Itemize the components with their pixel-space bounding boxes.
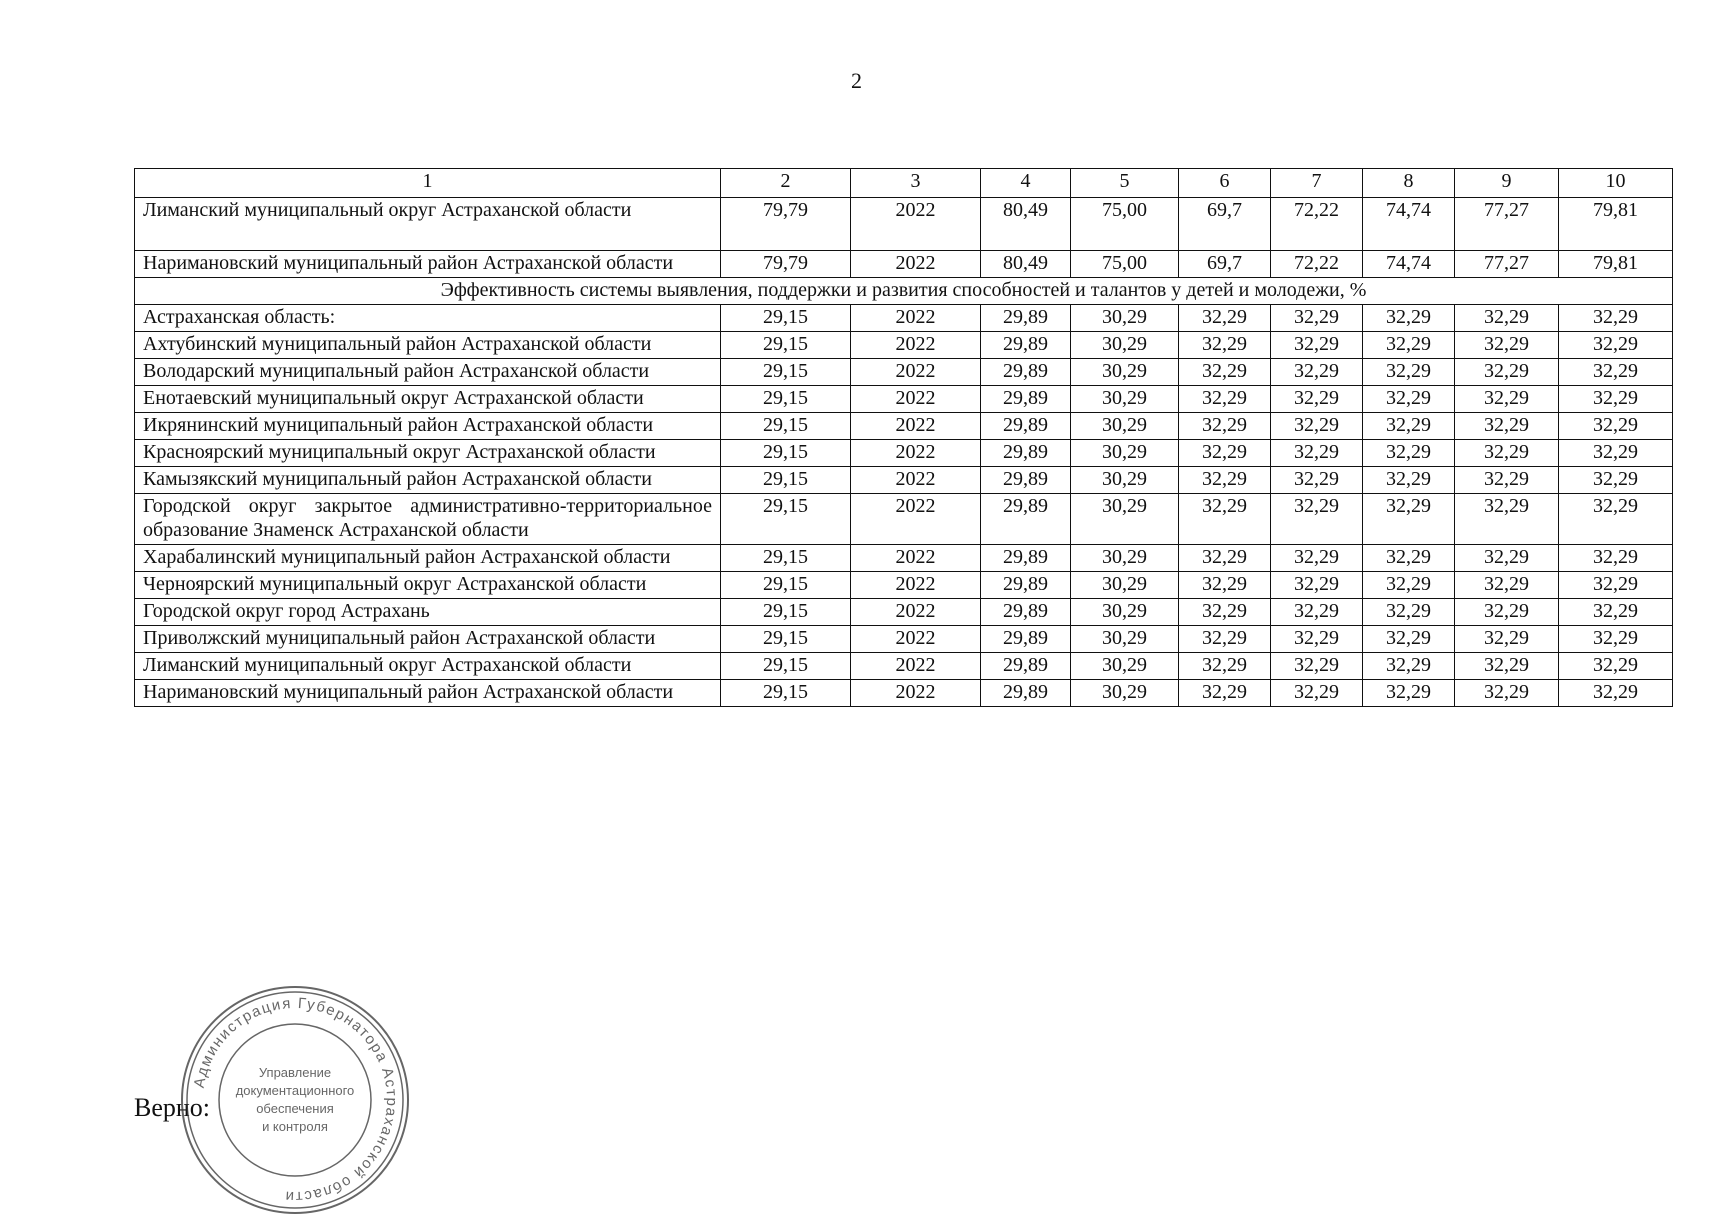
table-row: [135, 305, 1673, 332]
territory-name-cell: Харабалинский муниципальный район Астраханской области: [135, 545, 721, 572]
value-cell-col-8: 32,29: [1363, 305, 1455, 332]
svg-text:Администрация Губернатора Астр: Администрация Губернатора Астраханской области: [190, 994, 401, 1206]
value-cell-col-7: 32,29: [1271, 680, 1363, 707]
column-number-6: 6: [1179, 169, 1271, 198]
territory-name-cell: Лиманский муниципальный округ Астраханской области: [135, 653, 721, 680]
value-cell-col-4: 29,89: [981, 680, 1071, 707]
official-seal: [178, 983, 412, 1217]
value-cell-col-7: 32,29: [1271, 626, 1363, 653]
certification-label: Верно:: [134, 1093, 211, 1122]
value-cell-col-7: 32,29: [1271, 359, 1363, 386]
value-cell-col-9: 32,29: [1455, 545, 1559, 572]
value-cell-col-6: 32,29: [1179, 305, 1271, 332]
table-row: [135, 653, 1673, 680]
value-cell-col-8: 32,29: [1363, 440, 1455, 467]
value-cell-col-10: 32,29: [1559, 386, 1673, 413]
value-cell-col-8: 32,29: [1363, 494, 1455, 545]
value-cell-col-4: 29,89: [981, 572, 1071, 599]
value-cell-col-3: 2022: [851, 440, 981, 467]
value-cell-col-7: 32,29: [1271, 386, 1363, 413]
value-cell-col-2: 29,15: [721, 332, 851, 359]
territory-name-cell: Астраханская область:: [135, 305, 721, 332]
value-cell-col-10: 32,29: [1559, 680, 1673, 707]
value-cell-col-6: 32,29: [1179, 494, 1271, 545]
value-cell-col-2: 29,15: [721, 305, 851, 332]
value-cell-col-8: 74,74: [1363, 198, 1455, 251]
value-cell-col-10: 32,29: [1559, 545, 1673, 572]
column-number-9: 9: [1455, 169, 1559, 198]
value-cell-col-5: 30,29: [1071, 680, 1179, 707]
value-cell-col-6: 32,29: [1179, 545, 1271, 572]
value-cell-col-7: 72,22: [1271, 251, 1363, 278]
value-cell-col-6: 32,29: [1179, 626, 1271, 653]
value-cell-col-3: 2022: [851, 332, 981, 359]
value-cell-col-6: 32,29: [1179, 386, 1271, 413]
value-cell-col-7: 32,29: [1271, 467, 1363, 494]
value-cell-col-8: 32,29: [1363, 626, 1455, 653]
value-cell-col-6: 32,29: [1179, 359, 1271, 386]
value-cell-col-6: 32,29: [1179, 653, 1271, 680]
table-row: [135, 198, 1673, 251]
territory-name-cell: Городской округ закрытое административно-территориальное образование Знаменск Астраханской области: [135, 494, 721, 545]
value-cell-col-2: 29,15: [721, 653, 851, 680]
value-cell-col-6: 32,29: [1179, 572, 1271, 599]
table-row: [135, 413, 1673, 440]
value-cell-col-10: 32,29: [1559, 599, 1673, 626]
value-cell-col-4: 29,89: [981, 467, 1071, 494]
value-cell-col-9: 32,29: [1455, 653, 1559, 680]
value-cell-col-7: 32,29: [1271, 332, 1363, 359]
value-cell-col-9: 32,29: [1455, 467, 1559, 494]
value-cell-col-5: 30,29: [1071, 494, 1179, 545]
value-cell-col-3: 2022: [851, 653, 981, 680]
table-row: [135, 680, 1673, 707]
column-number-2: 2: [721, 169, 851, 198]
value-cell-col-8: 32,29: [1363, 545, 1455, 572]
value-cell-col-2: 29,15: [721, 545, 851, 572]
value-cell-col-5: 30,29: [1071, 386, 1179, 413]
value-cell-col-10: 32,29: [1559, 626, 1673, 653]
territory-name-cell: Володарский муниципальный район Астраханской области: [135, 359, 721, 386]
value-cell-col-10: 79,81: [1559, 251, 1673, 278]
value-cell-col-8: 32,29: [1363, 599, 1455, 626]
table-row: [135, 359, 1673, 386]
value-cell-col-2: 29,15: [721, 386, 851, 413]
value-cell-col-3: 2022: [851, 572, 981, 599]
value-cell-col-8: 32,29: [1363, 386, 1455, 413]
value-cell-col-4: 29,89: [981, 626, 1071, 653]
value-cell-col-5: 30,29: [1071, 413, 1179, 440]
territory-name-cell: Приволжский муниципальный район Астраханской области: [135, 626, 721, 653]
territory-name-cell: Енотаевский муниципальный округ Астраханской области: [135, 386, 721, 413]
value-cell-col-6: 32,29: [1179, 680, 1271, 707]
value-cell-col-8: 32,29: [1363, 680, 1455, 707]
value-cell-col-5: 75,00: [1071, 251, 1179, 278]
value-cell-col-3: 2022: [851, 305, 981, 332]
section-header-row: [135, 278, 1673, 305]
value-cell-col-9: 32,29: [1455, 599, 1559, 626]
value-cell-col-2: 29,15: [721, 680, 851, 707]
value-cell-col-5: 30,29: [1071, 599, 1179, 626]
value-cell-col-2: 29,15: [721, 572, 851, 599]
value-cell-col-7: 32,29: [1271, 653, 1363, 680]
value-cell-col-5: 30,29: [1071, 653, 1179, 680]
value-cell-col-9: 32,29: [1455, 359, 1559, 386]
value-cell-col-3: 2022: [851, 386, 981, 413]
value-cell-col-9: 32,29: [1455, 626, 1559, 653]
table-row: [135, 545, 1673, 572]
value-cell-col-7: 32,29: [1271, 572, 1363, 599]
value-cell-col-3: 2022: [851, 413, 981, 440]
section-title: Эффективность системы выявления, поддержки и развития способностей и талантов у детей и молодежи, %: [135, 278, 1673, 305]
value-cell-col-4: 80,49: [981, 251, 1071, 278]
territory-name-cell: Черноярский муниципальный округ Астраханской области: [135, 572, 721, 599]
table-row: [135, 332, 1673, 359]
value-cell-col-5: 30,29: [1071, 467, 1179, 494]
territory-name-cell: Красноярский муниципальный округ Астраханской области: [135, 440, 721, 467]
value-cell-col-8: 32,29: [1363, 467, 1455, 494]
value-cell-col-10: 32,29: [1559, 494, 1673, 545]
value-cell-col-10: 79,81: [1559, 198, 1673, 251]
value-cell-col-4: 29,89: [981, 332, 1071, 359]
value-cell-col-3: 2022: [851, 494, 981, 545]
territory-name-cell: Наримановский муниципальный район Астраханской области: [135, 680, 721, 707]
value-cell-col-8: 32,29: [1363, 332, 1455, 359]
value-cell-col-10: 32,29: [1559, 653, 1673, 680]
value-cell-col-6: 32,29: [1179, 332, 1271, 359]
stamp-line: обеспечения: [256, 1101, 334, 1116]
column-number-3: 3: [851, 169, 981, 198]
table-row: [135, 440, 1673, 467]
value-cell-col-4: 29,89: [981, 359, 1071, 386]
value-cell-col-2: 29,15: [721, 413, 851, 440]
table-row: [135, 467, 1673, 494]
value-cell-col-9: 77,27: [1455, 251, 1559, 278]
table-row: [135, 599, 1673, 626]
value-cell-col-10: 32,29: [1559, 413, 1673, 440]
value-cell-col-10: 32,29: [1559, 305, 1673, 332]
value-cell-col-8: 74,74: [1363, 251, 1455, 278]
value-cell-col-3: 2022: [851, 599, 981, 626]
territory-name-cell: Икрянинский муниципальный район Астраханской области: [135, 413, 721, 440]
table-row: [135, 386, 1673, 413]
value-cell-col-5: 30,29: [1071, 440, 1179, 467]
value-cell-col-5: 30,29: [1071, 332, 1179, 359]
value-cell-col-10: 32,29: [1559, 359, 1673, 386]
value-cell-col-8: 32,29: [1363, 572, 1455, 599]
value-cell-col-7: 32,29: [1271, 545, 1363, 572]
value-cell-col-2: 29,15: [721, 599, 851, 626]
value-cell-col-4: 29,89: [981, 653, 1071, 680]
column-number-1: 1: [135, 169, 721, 198]
value-cell-col-3: 2022: [851, 626, 981, 653]
value-cell-col-9: 32,29: [1455, 572, 1559, 599]
value-cell-col-3: 2022: [851, 359, 981, 386]
value-cell-col-2: 79,79: [721, 198, 851, 251]
value-cell-col-8: 32,29: [1363, 359, 1455, 386]
territory-name-cell: Лиманский муниципальный округ Астраханской области: [135, 198, 721, 251]
value-cell-col-4: 29,89: [981, 440, 1071, 467]
value-cell-col-6: 69,7: [1179, 251, 1271, 278]
value-cell-col-4: 29,89: [981, 386, 1071, 413]
value-cell-col-9: 32,29: [1455, 680, 1559, 707]
value-cell-col-6: 69,7: [1179, 198, 1271, 251]
column-number-5: 5: [1071, 169, 1179, 198]
value-cell-col-4: 29,89: [981, 305, 1071, 332]
value-cell-col-9: 32,29: [1455, 440, 1559, 467]
value-cell-col-10: 32,29: [1559, 332, 1673, 359]
indicator-table: [134, 168, 1673, 707]
table-row: [135, 572, 1673, 599]
table-body: [135, 198, 1673, 707]
value-cell-col-9: 32,29: [1455, 413, 1559, 440]
value-cell-col-7: 32,29: [1271, 413, 1363, 440]
stamp-line: и контроля: [262, 1119, 328, 1134]
table-row: [135, 251, 1673, 278]
value-cell-col-5: 30,29: [1071, 305, 1179, 332]
value-cell-col-3: 2022: [851, 467, 981, 494]
column-number-4: 4: [981, 169, 1071, 198]
territory-name-cell: Камызякский муниципальный район Астраханской области: [135, 467, 721, 494]
value-cell-col-2: 29,15: [721, 626, 851, 653]
value-cell-col-9: 32,29: [1455, 305, 1559, 332]
column-number-row: [135, 169, 1673, 198]
table-row: [135, 494, 1673, 545]
value-cell-col-4: 29,89: [981, 545, 1071, 572]
value-cell-col-2: 29,15: [721, 440, 851, 467]
value-cell-col-10: 32,29: [1559, 440, 1673, 467]
value-cell-col-8: 32,29: [1363, 653, 1455, 680]
column-number-8: 8: [1363, 169, 1455, 198]
column-number-7: 7: [1271, 169, 1363, 198]
value-cell-col-6: 32,29: [1179, 413, 1271, 440]
value-cell-col-9: 77,27: [1455, 198, 1559, 251]
value-cell-col-5: 75,00: [1071, 198, 1179, 251]
value-cell-col-2: 79,79: [721, 251, 851, 278]
value-cell-col-7: 32,29: [1271, 440, 1363, 467]
value-cell-col-4: 29,89: [981, 599, 1071, 626]
value-cell-col-5: 30,29: [1071, 572, 1179, 599]
value-cell-col-6: 32,29: [1179, 440, 1271, 467]
value-cell-col-4: 80,49: [981, 198, 1071, 251]
value-cell-col-7: 32,29: [1271, 599, 1363, 626]
value-cell-col-3: 2022: [851, 680, 981, 707]
value-cell-col-2: 29,15: [721, 467, 851, 494]
value-cell-col-6: 32,29: [1179, 599, 1271, 626]
value-cell-col-8: 32,29: [1363, 413, 1455, 440]
value-cell-col-7: 32,29: [1271, 305, 1363, 332]
value-cell-col-9: 32,29: [1455, 494, 1559, 545]
value-cell-col-7: 72,22: [1271, 198, 1363, 251]
value-cell-col-5: 30,29: [1071, 359, 1179, 386]
stamp-line: документационного: [235, 1083, 355, 1098]
value-cell-col-7: 32,29: [1271, 494, 1363, 545]
table-row: [135, 626, 1673, 653]
value-cell-col-9: 32,29: [1455, 386, 1559, 413]
value-cell-col-4: 29,89: [981, 413, 1071, 440]
value-cell-col-3: 2022: [851, 251, 981, 278]
page-number: 2: [851, 68, 862, 93]
value-cell-col-9: 32,29: [1455, 332, 1559, 359]
value-cell-col-6: 32,29: [1179, 467, 1271, 494]
territory-name-cell: Ахтубинский муниципальный район Астраханской области: [135, 332, 721, 359]
value-cell-col-3: 2022: [851, 545, 981, 572]
value-cell-col-2: 29,15: [721, 359, 851, 386]
territory-name-cell: Городской округ город Астрахань: [135, 599, 721, 626]
value-cell-col-4: 29,89: [981, 494, 1071, 545]
value-cell-col-2: 29,15: [721, 494, 851, 545]
value-cell-col-3: 2022: [851, 198, 981, 251]
column-number-10: 10: [1559, 169, 1673, 198]
territory-name-cell: Наримановский муниципальный район Астраханской области: [135, 251, 721, 278]
stamp-line: Управление: [258, 1065, 332, 1080]
value-cell-col-10: 32,29: [1559, 467, 1673, 494]
value-cell-col-5: 30,29: [1071, 545, 1179, 572]
value-cell-col-5: 30,29: [1071, 626, 1179, 653]
value-cell-col-10: 32,29: [1559, 572, 1673, 599]
